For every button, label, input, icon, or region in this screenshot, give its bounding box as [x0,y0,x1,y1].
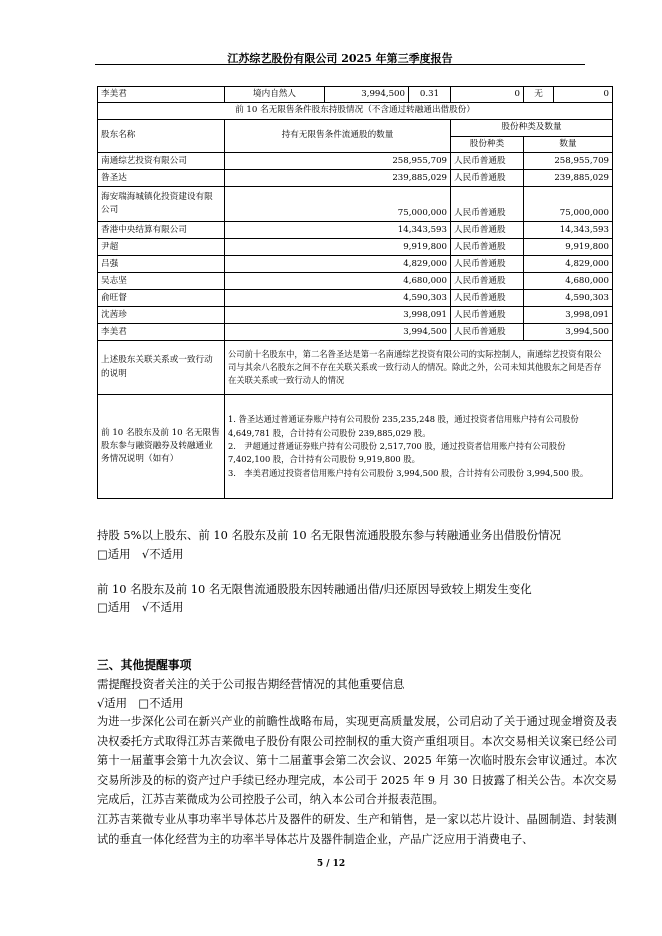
holder-qty: 4,590,303 [225,290,451,307]
top-row-pledge-shares: 0 [451,87,524,103]
top-row-pledge-status: 无 [524,87,554,103]
table-row [98,290,613,307]
holder-qty: 14,343,593 [225,222,451,239]
top-row-pct: 0.31 [409,87,451,103]
holder-share-type: 人民币普通股 [451,239,524,256]
section-three-title: 三、其他提醒事项 [97,658,192,672]
lending-question: 持股 5%以上股东、前 10 名股东及前 10 名无限售流通股股东参与转融通业务出借股份情况 [97,528,561,542]
change-choice: □适用 √不适用 [97,600,184,614]
col-header-name: 股东名称 [98,119,225,152]
holder-qty: 3,998,091 [225,307,451,324]
holder-share-qty: 3,998,091 [524,307,613,324]
section-three-paragraph-1: 为进一步深化公司在新兴产业的前瞻性战略布局，实现更高质量发展，公司启动了关于通过现金增资及表决权委托方式取得江苏吉莱微电子股份有限公司控制权的重大资产重组项目。本次交易相关议案已经公司第十一届董事会第十九次会议、第十二届董事会第二次会议、2025 年第一次临时股东会审议通过。本次交易所涉及的标的资产过户手续已经办理完成，本公司于 2025 年 9 月 30 日披露了相关公告。本次交易完成后，江苏吉莱微成为公司控股子公司，纳入本公司合并报表范围。 [97,715,617,806]
table-row [98,256,613,273]
holder-share-qty: 9,919,800 [524,239,613,256]
holder-qty: 258,955,709 [225,153,451,170]
relation-text: 公司前十名股东中，第二名昝圣达是第一名南通综艺投资有限公司的实际控制人，南通综艺投资有限公司与其余八名股东之间不存在关联关系或一致行动人的情况。除此之外，公司未知其他股东之间是否存在关联关系或一致行动人的情况 [225,341,613,395]
table-row [98,239,613,256]
margin-item: 2. 尹超通过普通证券账户持有公司股份 2,517,700 股，通过投资者信用账户持有公司股份 7,402,100 股，合计持有公司股份 9,919,800 股。 [228,441,566,465]
table-row [98,395,613,499]
col-header-qty: 持有无限售条件流通股的数量 [225,119,451,152]
holder-name: 吴志坚 [98,273,225,290]
holder-share-qty: 75,000,000 [524,187,613,222]
col-header-kind-qty: 数量 [524,136,613,152]
holder-share-type: 人民币普通股 [451,153,524,170]
holder-share-qty: 4,680,000 [524,273,613,290]
col-header-kind-type: 股份种类 [451,136,524,152]
margin-item: 1. 昝圣达通过普通证券账户持有公司股份 235,235,248 股，通过投资者信用账户持有公司股份 4,649,781 股，合计持有公司股份 239,885,029 股。 [228,414,579,438]
holder-share-type: 人民币普通股 [451,273,524,290]
margin-text [225,395,613,499]
holder-qty: 4,829,000 [225,256,451,273]
table-row [98,307,613,324]
table-row [98,119,613,136]
margin-label: 前 10 名股东及前 10 名无限售股东参与融资融券及转融通业务情况说明（如有） [98,395,225,499]
table-row [98,341,613,395]
holder-share-type: 人民币普通股 [451,187,524,222]
holder-share-type: 人民币普通股 [451,256,524,273]
holder-name: 俞旺督 [98,290,225,307]
holder-name: 吕强 [98,256,225,273]
holder-name: 南通综艺投资有限公司 [98,153,225,170]
holder-qty: 3,994,500 [225,324,451,341]
table-row [98,273,613,290]
holder-qty: 4,680,000 [225,273,451,290]
table-row [98,222,613,239]
table-row [98,324,613,341]
holder-name: 尹超 [98,239,225,256]
margin-item: 3. 李美君通过投资者信用账户持有公司股份 3,994,500 股，合计持有公司股份 3,994,500 股。 [228,467,589,478]
holder-share-qty: 14,343,593 [524,222,613,239]
holder-name: 海安瑞海城镇化投资建设有限公司 [98,187,225,222]
section-title-cell: 前 10 名无限售条件股东持股情况（不含通过转融通出借股份） [98,103,613,119]
page-number: 5 / 12 [316,859,346,869]
holder-share-type: 人民币普通股 [451,170,524,187]
top-row-type: 境内自然人 [225,87,325,103]
holder-share-qty: 258,955,709 [524,153,613,170]
table-row [98,87,613,103]
holder-share-qty: 4,829,000 [524,256,613,273]
holder-share-type: 人民币普通股 [451,290,524,307]
col-header-kind: 股份种类及数量 [451,119,613,136]
holder-qty: 239,885,029 [225,170,451,187]
holder-share-qty: 239,885,029 [524,170,613,187]
holder-share-qty: 4,590,303 [524,290,613,307]
section-three-intro: 需提醒投资者关注的关于公司报告期经营情况的其他重要信息 [97,677,405,691]
holder-share-type: 人民币普通股 [451,324,524,341]
section-three-choice: √适用 □不适用 [97,696,184,710]
holder-share-qty: 3,994,500 [524,324,613,341]
section-three-paragraph-2: 江苏吉莱微专业从事功率半导体芯片及器件的研发、生产和销售，是一家以芯片设计、晶圆制造、封装测试的垂直一体化经营为主的功率半导体芯片及器件制造企业，产品广泛应用于消费电子、 [97,813,617,846]
top-row-pledge-count: 0 [554,87,613,103]
top-row-shares: 3,994,500 [325,87,409,103]
holder-share-type: 人民币普通股 [451,307,524,324]
change-question: 前 10 名股东及前 10 名无限售流通股股东因转融通出借/归还原因导致较上期发生变化 [97,582,532,596]
shareholder-table [97,86,613,499]
header-divider [95,64,585,65]
holder-qty: 9,919,800 [225,239,451,256]
table-row [98,153,613,170]
page-header-title: 江苏综艺股份有限公司 2025 年第三季度报告 [227,52,453,65]
lending-choice: □适用 √不适用 [97,547,184,561]
holder-name: 李美君 [98,324,225,341]
table-row [98,170,613,187]
holder-name: 昝圣达 [98,170,225,187]
holder-name: 香港中央结算有限公司 [98,222,225,239]
holder-name: 沈茜珍 [98,307,225,324]
table-row [98,103,613,119]
table-row [98,187,613,222]
top-row-name: 李美君 [98,87,225,103]
holder-share-type: 人民币普通股 [451,222,524,239]
holder-qty: 75,000,000 [225,187,451,222]
relation-label: 上述股东关联关系或一致行动的说明 [98,341,225,395]
